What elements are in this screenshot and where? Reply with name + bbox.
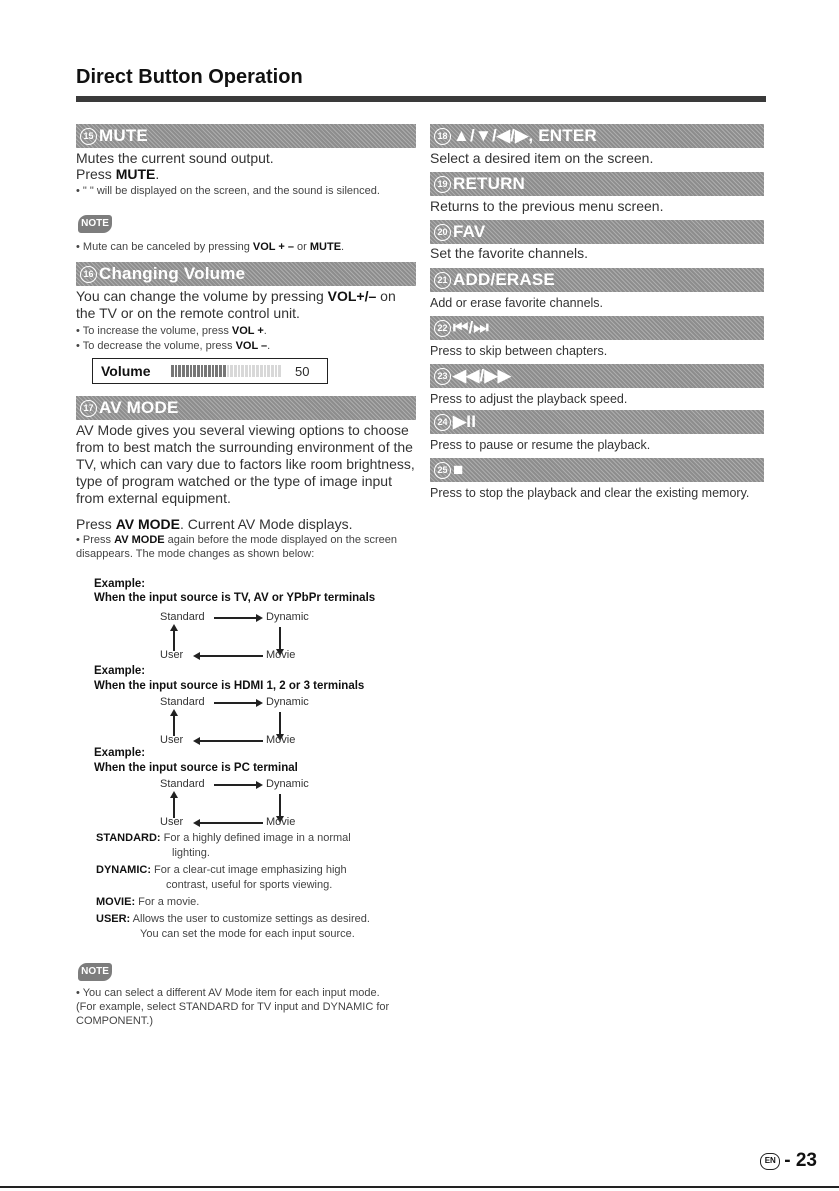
skip-heading-bar — [430, 316, 764, 340]
mute-press-line — [76, 166, 416, 183]
section-heading: FAV — [453, 222, 486, 241]
volume-bullet-decrease — [76, 339, 416, 353]
def-user-cont: You can set the mode for each input source. — [140, 928, 355, 940]
volume-meter-segment — [230, 365, 233, 377]
mode-standard: Standard — [160, 696, 205, 708]
avmode-note: • You can select a different AV Mode item for each input mode. (For example, select STANDARD for TV input and DYNAMIC for COMPONENT.) — [76, 987, 390, 1027]
def-text: Allows the user to customize settings as desired. — [130, 913, 370, 925]
def-key: USER: — [96, 913, 131, 925]
volume-meter-segment — [178, 365, 181, 377]
volume-meter-segment — [197, 365, 200, 377]
def-dynamic-cont: contrast, useful for sports viewing. — [166, 879, 333, 891]
avmode-description: AV Mode gives you several viewing options to choose from to best match the surrounding environment of the TV, which can vary due to factors like room brightness, type of program watched or the type of image input from external equipment. — [76, 422, 415, 506]
def-text: For a movie. — [135, 896, 200, 908]
mute-note — [76, 240, 416, 254]
volume-meter-segment — [201, 365, 204, 377]
def-text: For a highly defined image in a normal — [160, 832, 351, 844]
mode-standard: Standard — [160, 778, 205, 790]
volume-meter-segment — [252, 365, 255, 377]
speed-heading-bar — [430, 364, 764, 388]
volume-meter-segment — [171, 365, 174, 377]
volume-meter-segment — [260, 365, 263, 377]
mute-key: MUTE — [115, 166, 156, 182]
note-text: • Mute can be canceled by pressing — [76, 241, 253, 253]
mode-movie: Movie — [266, 734, 296, 746]
volume-meter-segment — [182, 365, 185, 377]
volume-meter-segment — [275, 365, 278, 377]
volume-meter — [171, 365, 281, 377]
avmode-heading-bar — [76, 396, 416, 420]
def-key: MOVIE: — [96, 896, 136, 908]
bullet-text: • Press — [76, 534, 115, 546]
mode-dynamic: Dynamic — [266, 696, 309, 708]
def-text: For a clear-cut image emphasizing high — [151, 864, 347, 876]
example-title: When the input source is PC terminal — [94, 762, 298, 774]
mode-user: User — [160, 816, 184, 828]
volume-meter-segment — [204, 365, 207, 377]
volume-meter-segment — [278, 365, 281, 377]
section-number: 22 — [434, 320, 451, 337]
example-label: Example: — [94, 665, 146, 677]
volume-display-box — [92, 358, 328, 384]
section-heading: ◀◀/▶▶ — [453, 366, 512, 385]
bullet-text: • To increase the volume, press — [76, 325, 232, 337]
mute-bullet: • " " will be displayed on the screen, and the sound is silenced. — [76, 185, 380, 197]
example-label: Example: — [94, 747, 146, 759]
def-standard — [96, 831, 351, 845]
def-key: DYNAMIC: — [96, 864, 151, 876]
volume-meter-segment — [227, 365, 230, 377]
enter-description: Select a desired item on the screen. — [430, 150, 654, 166]
page-title: Direct Button Operation — [76, 66, 303, 88]
bullet-end: . — [267, 340, 271, 352]
bullet-key: VOL + — [231, 325, 264, 337]
add-erase-heading-bar — [430, 268, 764, 292]
section-number: 23 — [434, 368, 451, 385]
section-heading: ADD/ERASE — [453, 270, 555, 289]
section-number: 20 — [434, 224, 451, 241]
avmode-press-line — [76, 516, 416, 533]
section-number: 19 — [434, 176, 451, 193]
volume-meter-segment — [208, 365, 211, 377]
press-prefix: Press — [76, 516, 116, 532]
mode-cycle-diagram — [160, 611, 360, 671]
note-or: or — [297, 241, 310, 253]
bullet-text: • To decrease the volume, press — [76, 340, 236, 352]
enter-heading-bar — [430, 124, 764, 148]
def-user — [96, 912, 370, 926]
bottom-rule — [0, 1186, 839, 1188]
section-heading: AV MODE — [99, 398, 179, 417]
page-number-text: - 23 — [784, 1150, 817, 1171]
section-number: 16 — [80, 266, 97, 283]
section-number: 18 — [434, 128, 451, 145]
volume-meter-segment — [271, 365, 274, 377]
press-suffix: . Current AV Mode displays. — [180, 516, 353, 532]
mute-heading-bar — [76, 124, 416, 148]
volume-value: 50 — [295, 363, 310, 379]
volume-key: VOL+/– — [327, 288, 377, 304]
def-movie — [96, 895, 199, 909]
volume-meter-segment — [249, 365, 252, 377]
desc-text: You can change the volume by pressing — [76, 288, 328, 304]
volume-meter-segment — [256, 365, 259, 377]
section-heading: Changing Volume — [99, 264, 246, 283]
pause-description: Press to pause or resume the playback. — [430, 438, 651, 452]
volume-meter-segment — [219, 365, 222, 377]
volume-meter-segment — [215, 365, 218, 377]
def-dynamic — [96, 863, 347, 877]
bullet-end: . — [263, 325, 267, 337]
mode-standard: Standard — [160, 611, 205, 623]
mode-user: User — [160, 734, 184, 746]
language-badge: EN — [760, 1153, 780, 1170]
page-number — [760, 1150, 817, 1172]
section-heading: ⏮/⏭ — [453, 318, 489, 337]
return-description: Returns to the previous menu screen. — [430, 198, 664, 214]
note-key: MUTE — [309, 241, 342, 253]
volume-label: Volume — [101, 363, 151, 379]
stop-description: Press to stop the playback and clear the existing memory. — [430, 486, 750, 500]
skip-description: Press to skip between chapters. — [430, 344, 608, 358]
def-standard-cont: lighting. — [172, 847, 210, 859]
volume-meter-segment — [186, 365, 189, 377]
mute-description: Mutes the current sound output. — [76, 150, 274, 166]
section-heading: ■ — [453, 460, 464, 479]
bullet-text: again before the mode displayed on the screen disappears. The mode changes as shown below: — [76, 534, 398, 560]
title-rule — [76, 96, 766, 102]
example-label: Example: — [94, 578, 146, 590]
volume-meter-segment — [234, 365, 237, 377]
volume-meter-segment — [175, 365, 178, 377]
mode-movie: Movie — [266, 649, 296, 661]
def-key: STANDARD: — [96, 832, 161, 844]
bullet-key: AV MODE — [114, 534, 165, 546]
fav-heading-bar — [430, 220, 764, 244]
section-number: 25 — [434, 462, 451, 479]
speed-description: Press to adjust the playback speed. — [430, 392, 628, 406]
section-heading: ▶II — [453, 412, 477, 431]
example-title: When the input source is HDMI 1, 2 or 3 terminals — [94, 680, 365, 692]
section-number: 21 — [434, 272, 451, 289]
mode-dynamic: Dynamic — [266, 611, 309, 623]
press-prefix: Press — [76, 166, 116, 182]
volume-meter-segment — [223, 365, 226, 377]
pause-heading-bar — [430, 410, 764, 434]
volume-description — [76, 288, 416, 322]
section-number: 15 — [80, 128, 97, 145]
section-heading: MUTE — [99, 126, 148, 145]
add-erase-description: Add or erase favorite channels. — [430, 296, 604, 310]
stop-heading-bar — [430, 458, 764, 482]
mode-movie: Movie — [266, 816, 296, 828]
volume-meter-segment — [190, 365, 193, 377]
section-heading: ▲/▼/◀/▶, ENTER — [453, 126, 597, 145]
mode-dynamic: Dynamic — [266, 778, 309, 790]
fav-description: Set the favorite channels. — [430, 245, 588, 261]
mode-user: User — [160, 649, 184, 661]
note-end: . — [341, 241, 345, 253]
volume-meter-segment — [241, 365, 244, 377]
example-title: When the input source is TV, AV or YPbPr terminals — [94, 592, 376, 604]
volume-meter-segment — [245, 365, 248, 377]
section-heading: RETURN — [453, 174, 526, 193]
volume-heading-bar — [76, 262, 416, 286]
note-badge: NOTE — [78, 963, 112, 981]
note-key: VOL + – — [252, 241, 298, 253]
avmode-key: AV MODE — [115, 516, 180, 532]
volume-meter-segment — [267, 365, 270, 377]
section-number: 17 — [80, 400, 97, 417]
volume-bullet-increase — [76, 324, 416, 338]
avmode-bullet — [76, 533, 406, 561]
volume-meter-segment — [212, 365, 215, 377]
mode-cycle-diagram — [160, 778, 360, 838]
section-number: 24 — [434, 414, 451, 431]
bullet-key: VOL – — [235, 340, 268, 352]
volume-meter-segment — [193, 365, 196, 377]
desc-text: on the TV or on the remote control unit. — [76, 288, 396, 321]
return-heading-bar — [430, 172, 764, 196]
press-suffix: . — [155, 166, 160, 182]
volume-meter-segment — [238, 365, 241, 377]
mode-cycle-diagram — [160, 696, 360, 756]
note-badge: NOTE — [78, 215, 112, 233]
volume-meter-segment — [264, 365, 267, 377]
